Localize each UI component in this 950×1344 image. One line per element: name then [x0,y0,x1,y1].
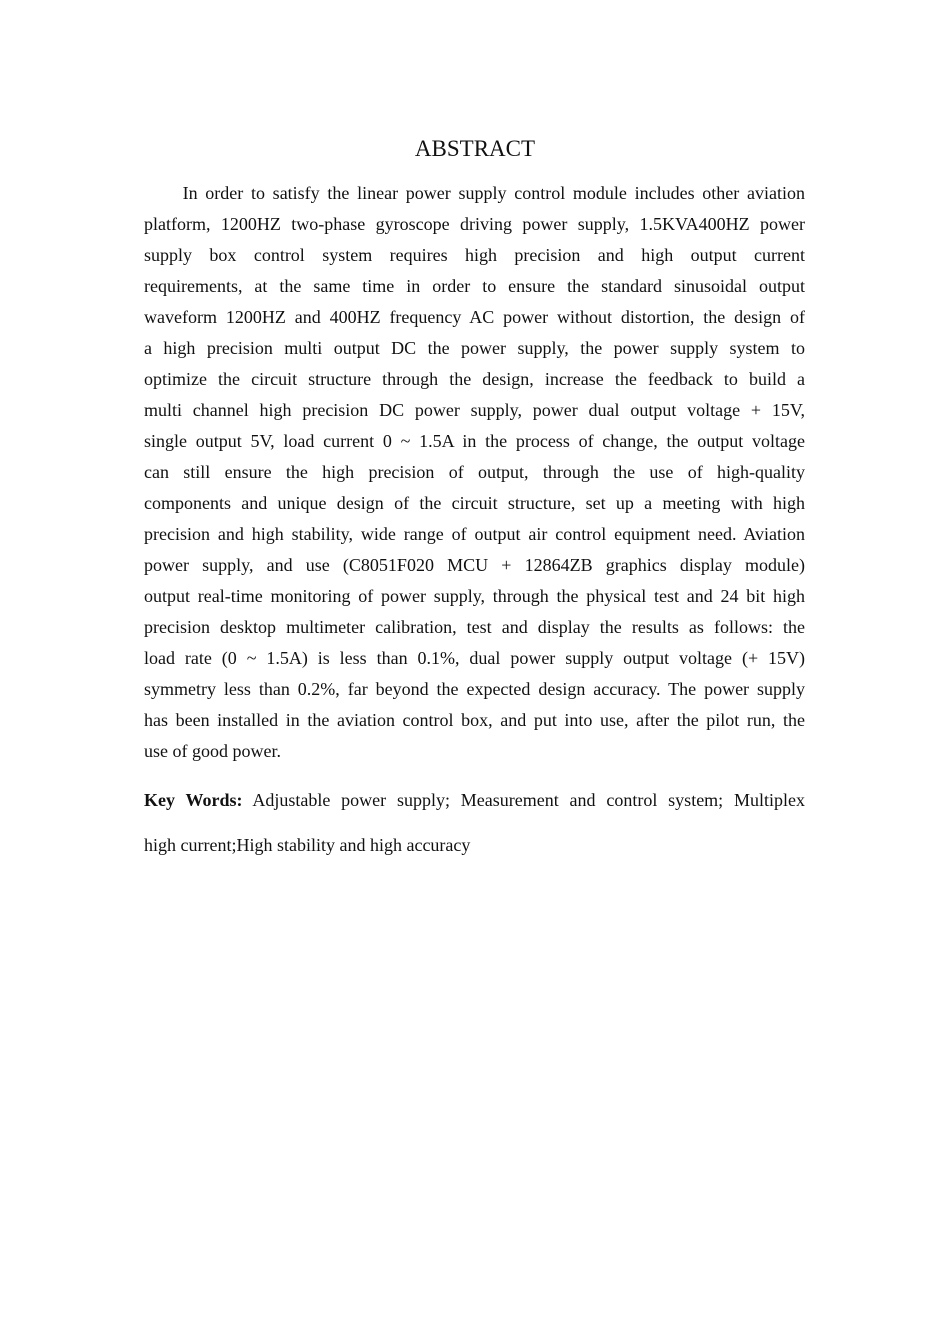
abstract-line: platform, 1200HZ two-phase gyroscope driving power supply, 1.5KVA400HZ power [144,214,805,234]
abstract-line: precision and high stability, wide range of output air control equipment need. Aviation [144,524,805,544]
abstract-line: single output 5V, load current 0 ~ 1.5A in the process of change, the output voltage [144,431,805,451]
abstract-line: requirements, at the same time in order to ensure the standard sinusoidal output [144,276,805,296]
abstract-line: precision desktop multimeter calibration, test and display the results as follows: the [144,617,805,637]
abstract-line: optimize the circuit structure through the design, increase the feedback to build a [144,369,805,389]
abstract-line: has been installed in the aviation control box, and put into use, after the pilot run, the [144,710,805,730]
abstract-line: supply box control system requires high precision and high output current [144,245,805,265]
abstract-title: ABSTRACT [414,136,536,161]
keywords-line-1 [144,785,805,830]
abstract-line: components and unique design of the circuit structure, set up a meeting with high [144,493,805,513]
keywords-section [144,785,805,875]
abstract-line: symmetry less than 0.2%, far beyond the expected design accuracy. The power supply [144,679,805,699]
keywords-label: Key Words: [144,790,243,810]
keywords-line-2: high current;High stability and high accuracy [144,835,471,855]
abstract-line: a high precision multi output DC the power supply, the power supply system to [144,338,805,358]
keywords-text-1: Adjustable power supply; Measurement and control system; Multiplex [242,790,806,810]
abstract-line: power supply, and use (C8051F020 MCU + 12864ZB graphics display module) [144,555,805,575]
abstract-paragraph [144,178,805,767]
abstract-line: use of good power. [144,741,281,761]
abstract-line: In order to satisfy the linear power supply control module includes other aviation [144,183,805,203]
abstract-line: output real-time monitoring of power supply, through the physical test and 24 bit high [144,586,805,606]
abstract-line: load rate (0 ~ 1.5A) is less than 0.1%, dual power supply output voltage (+ 15V) [144,648,805,668]
abstract-line: waveform 1200HZ and 400HZ frequency AC power without distortion, the design of [144,307,805,327]
abstract-line: multi channel high precision DC power supply, power dual output voltage + 15V, [144,400,805,420]
abstract-line: can still ensure the high precision of output, through the use of high-quality [144,462,805,482]
